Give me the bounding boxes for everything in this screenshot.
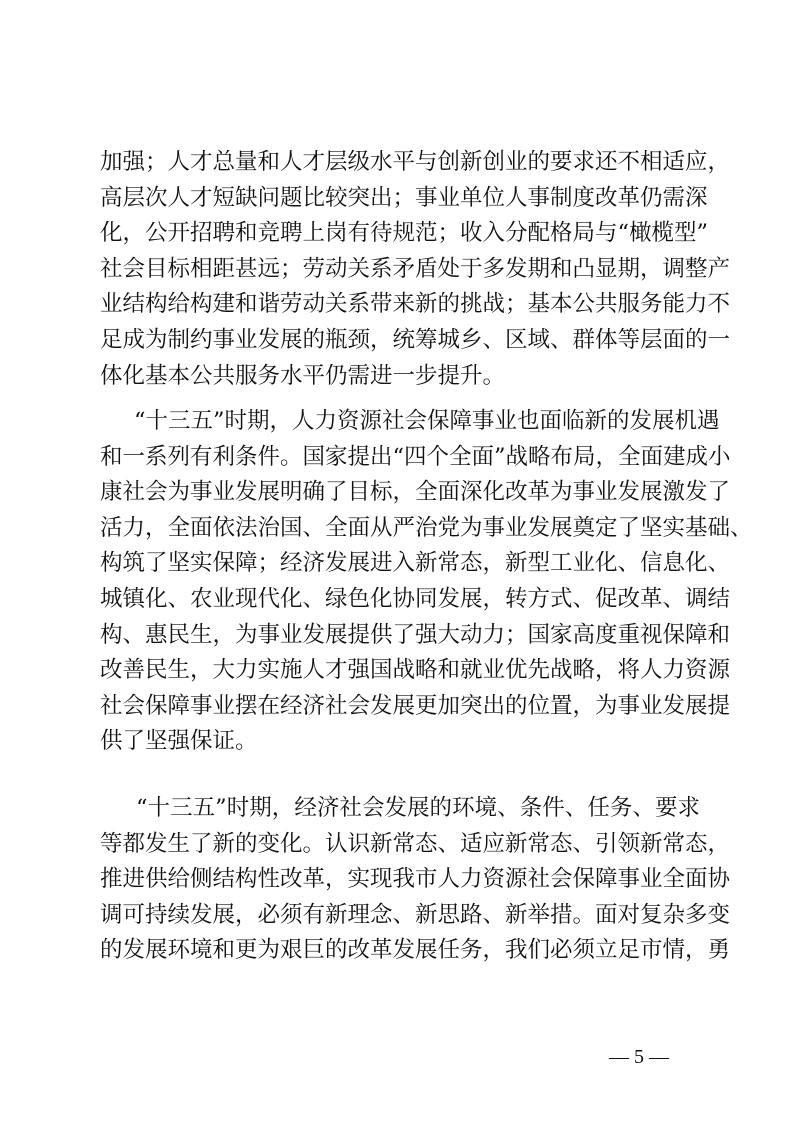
text-line: 化，公开招聘和竞聘上岗有待规范；收入分配格局与“橄榄型” [100, 220, 709, 247]
text-line: 构筑了坚实保障；经济发展进入新常态，新型工业化、信息化、 [100, 550, 731, 577]
text-line: 和一系列有利条件。国家提出“四个全面”战略布局，全面建成小 [100, 443, 731, 470]
text-line: “十三五”时期，经济社会发展的环境、条件、任务、要求 [136, 795, 700, 821]
text-line: 供了坚强保证。 [100, 728, 258, 755]
text-line: 足成为制约事业发展的瓶颈，统筹城乡、区域、群体等层面的一 [100, 326, 731, 353]
text-line: 活力，全面依法治国、全面从严治党为事业发展奠定了坚实基础、 [100, 514, 753, 541]
text-line: “十三五”时期，人力资源社会保障事业也面临新的发展机遇 [134, 408, 720, 434]
text-line: 城镇化、农业现代化、绿色化协同发展，转方式、促改革、调结 [100, 585, 731, 612]
text-line: 推进供给侧结构性改革，实现我市人力资源社会保障事业全面协 [100, 866, 731, 893]
text-line: 改善民生，大力实施人才强国战略和就业优先战略，将人力资源 [100, 657, 731, 684]
paragraph-2 [100, 404, 753, 760]
paragraph-3 [100, 791, 731, 969]
text-line: 加强；人才总量和人才层级水平与创新创业的要求还不相适应， [100, 149, 731, 175]
text-line: 业结构给构建和谐劳动关系带来新的挑战；基本公共服务能力不 [100, 291, 731, 318]
text-line: 的发展环境和更为艰巨的改革发展任务，我们必须立足市情，勇 [100, 937, 731, 964]
text-line: 调可持续发展，必须有新理念、新思路、新举措。面对复杂多变 [100, 901, 731, 928]
paragraph-1 [100, 145, 731, 394]
page-number: — 5 — [609, 1046, 669, 1068]
text-line: 社会目标相距甚远；劳动关系矛盾处于多发期和凸显期，调整产 [100, 255, 731, 282]
text-line: 体化基本公共服务水平仍需进一步提升。 [100, 362, 506, 389]
text-line: 高层次人才短缺问题比较突出；事业单位人事制度改革仍需深 [100, 184, 708, 211]
text-line: 社会保障事业摆在经济社会发展更加突出的位置，为事业发展提 [100, 692, 731, 719]
text-line: 构、惠民生，为事业发展提供了强大动力；国家高度重视保障和 [100, 621, 731, 648]
text-line: 康社会为事业发展明确了目标，全面深化改革为事业发展激发了 [100, 479, 731, 506]
text-line: 等都发生了新的变化。认识新常态、适应新常态、引领新常态， [100, 830, 731, 857]
